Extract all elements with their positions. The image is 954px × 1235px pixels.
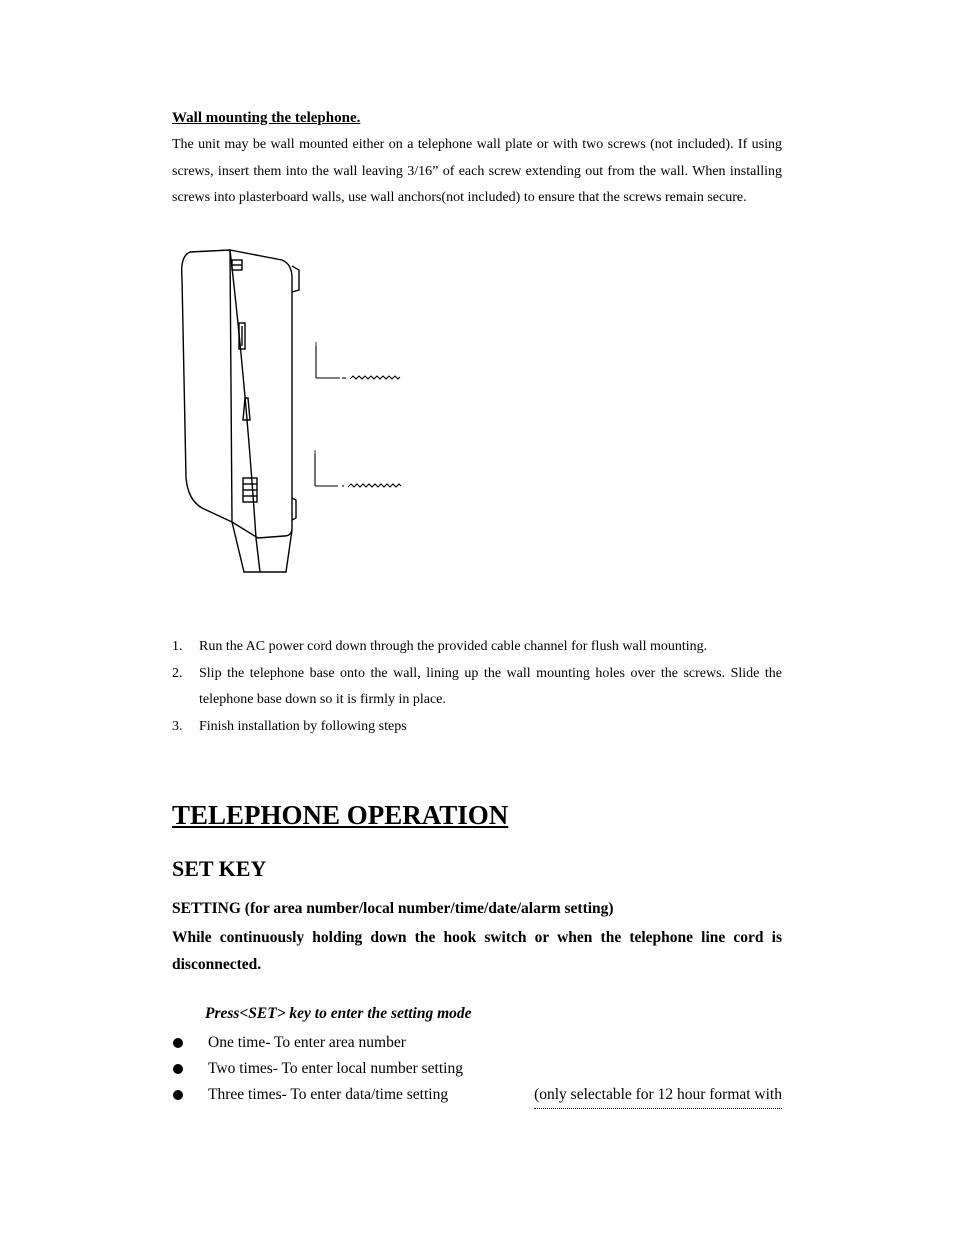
- list-item: [172, 1030, 782, 1056]
- telephone-operation-heading: TELEPHONE OPERATION: [172, 800, 509, 830]
- option-text: Three times- To enter data/time setting: [208, 1086, 449, 1103]
- list-item: [172, 1056, 782, 1082]
- option-text: Two times- To enter local number setting: [208, 1060, 463, 1077]
- bullet-icon: [173, 1064, 183, 1074]
- wall-mount-illustration: [172, 238, 412, 578]
- list-item: [172, 1082, 782, 1109]
- bullet-icon: [173, 1038, 183, 1048]
- option-text-row: [208, 1082, 782, 1109]
- bullet-icon: [173, 1090, 183, 1100]
- step-number: 2.: [172, 665, 183, 681]
- installation-steps: [172, 634, 782, 740]
- set-key-options: [172, 1030, 782, 1109]
- step-item: [172, 661, 782, 714]
- set-key-heading: SET KEY: [172, 856, 267, 881]
- option-note: (only selectable for 12 hour format with: [534, 1082, 782, 1109]
- press-set-instruction: Press<SET> key to enter the setting mode: [205, 1005, 472, 1022]
- wall-mounting-heading: Wall mounting the telephone.: [172, 110, 361, 126]
- wall-mounting-paragraph: The unit may be wall mounted either on a telephone wall plate or with two screws (not included). If using screws, insert them into the wall leaving 3/16” of each screw extending out from the wall. When installing screws into plasterboard walls, use wall anchors(not included) to ensure that the screws remain secure.: [172, 137, 782, 205]
- setting-title: SETTING (for area number/local number/time/date/alarm setting): [172, 900, 614, 917]
- step-number: 1.: [172, 639, 183, 654]
- option-text: One time- To enter area number: [208, 1034, 406, 1051]
- step-text: Finish installation by following steps: [199, 718, 407, 734]
- step-text: Run the AC power cord down through the provided cable channel for flush wall mounting.: [199, 639, 708, 654]
- step-text: Slip the telephone base onto the wall, lining up the wall mounting holes over the screws. Slide the telephone base down so it is firmly in place.: [199, 665, 782, 707]
- setting-description: While continuously holding down the hook switch or when the telephone line cord is disconnected.: [172, 929, 782, 973]
- step-item: [172, 634, 782, 661]
- step-number: 3.: [172, 718, 183, 734]
- step-item: [172, 714, 782, 741]
